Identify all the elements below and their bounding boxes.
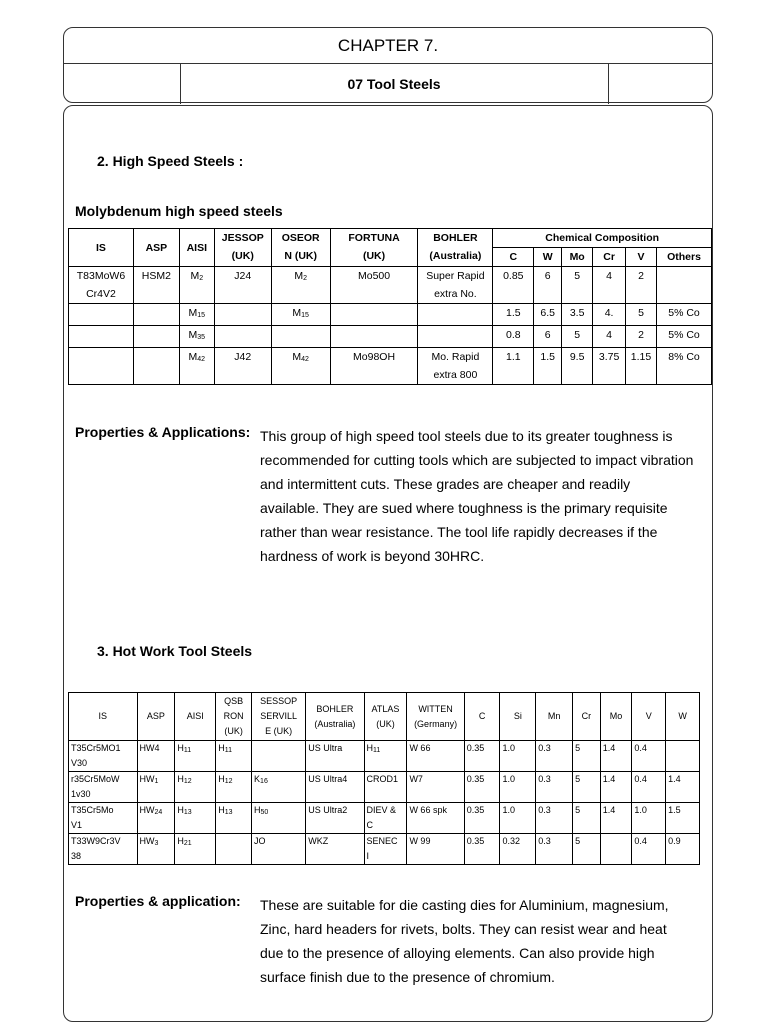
- cell-oseor: [271, 267, 330, 304]
- cell-fortuna: [330, 304, 418, 326]
- col-asp: ASP: [133, 229, 179, 267]
- col-mn: Mn: [536, 693, 573, 741]
- properties-line: due to the presence of alloying elements. Can also provide high: [260, 945, 655, 961]
- cell-bohler-line2: extra No.: [434, 288, 477, 300]
- cell-aisi: [179, 267, 214, 304]
- cell-oseor-text: M: [294, 270, 304, 282]
- cell-aisi-subscript: 2: [199, 275, 204, 282]
- col-oseor-line1: OSEOR: [281, 232, 320, 244]
- cell-atlas: [364, 741, 407, 772]
- cell-is: [69, 326, 134, 348]
- cell-oseor: [271, 304, 330, 326]
- properties-line: This group of high speed tool steels due to its greater toughness is: [260, 428, 673, 444]
- cell-atlas-line2: I: [366, 851, 370, 861]
- col-witten-line2: (Germany): [414, 718, 458, 729]
- section-heading-high-speed: 2. High Speed Steels :: [97, 153, 244, 169]
- cell-cr: 4: [593, 267, 626, 304]
- divider: [608, 64, 609, 104]
- cell-qsb: [216, 741, 252, 772]
- cell-is-line1: T83MoW6: [76, 270, 126, 282]
- cell-sessop: [252, 803, 306, 834]
- cell-c: 0.35: [464, 741, 500, 772]
- cell-asp-subscript: 24: [154, 809, 163, 816]
- col-cr: Cr: [573, 693, 601, 741]
- cell-asp-subscript: 1: [154, 778, 159, 785]
- cell-oseor-subscript: 42: [301, 356, 309, 363]
- cell-oseor-text: M: [292, 307, 302, 319]
- col-witten-line1: WITTEN: [418, 703, 453, 714]
- cell-atlas: CROD1: [364, 772, 407, 803]
- properties-line: hardness of work is beyond 30HRC.: [260, 548, 485, 564]
- cell-qsb: [216, 803, 252, 834]
- col-atlas: [364, 693, 407, 741]
- cell-is-line2: 38: [71, 851, 82, 861]
- cell-jessop: [214, 326, 271, 348]
- properties-application-section: [75, 893, 715, 993]
- cell-w: 6.5: [534, 304, 562, 326]
- col-jessop: [214, 229, 271, 267]
- chapter-title: CHAPTER 7.: [64, 28, 712, 64]
- cell-cr: 5: [573, 803, 601, 834]
- cell-v: 1.0: [632, 803, 666, 834]
- col-aisi: AISI: [175, 693, 216, 741]
- cell-v: 0.4: [632, 834, 666, 865]
- cell-w: 0.9: [666, 834, 700, 865]
- cell-aisi-subscript: 35: [197, 334, 206, 341]
- properties-line: recommended for cutting tools which are subjected to impact vibration: [260, 452, 694, 468]
- properties-label: Properties & Applications:: [75, 424, 251, 440]
- col-jessop-line2: (UK): [231, 250, 254, 262]
- properties-line: rather than wear resistance. The tool life rapidly decreases if the: [260, 524, 658, 540]
- cell-qsb-subscript: 13: [224, 809, 233, 816]
- cell-v: 2: [626, 326, 657, 348]
- cell-jessop: [214, 304, 271, 326]
- cell-qsb-text: H: [218, 743, 225, 753]
- col-atlas-line1: ATLAS: [371, 703, 400, 714]
- cell-aisi-subscript: 21: [183, 840, 192, 847]
- cell-mo: 5: [562, 267, 593, 304]
- cell-c: 0.35: [464, 803, 500, 834]
- col-qsb-line2: RON: [223, 711, 244, 721]
- cell-others: 5% Co: [657, 326, 712, 348]
- cell-w: 1.5: [534, 348, 562, 385]
- col-bohler-line1: BOHLER: [316, 703, 354, 714]
- col-sessop-line1: SESSOP: [260, 696, 298, 706]
- cell-aisi-text: M: [188, 329, 198, 341]
- cell-bohler: US Ultra: [306, 741, 364, 772]
- col-oseor: [271, 229, 330, 267]
- cell-mo: 3.5: [562, 304, 593, 326]
- cell-asp-text: HW: [139, 805, 155, 815]
- cell-c: 1.5: [493, 304, 534, 326]
- cell-si: 0.32: [500, 834, 536, 865]
- cell-sessop: JO: [252, 834, 306, 865]
- cell-aisi: [179, 348, 214, 385]
- cell-mn: 0.3: [536, 803, 573, 834]
- cell-cr: 5: [573, 741, 601, 772]
- cell-aisi-subscript: 15: [197, 312, 206, 319]
- col-qsb-line1: QSB: [224, 696, 244, 706]
- cell-si: 1.0: [500, 803, 536, 834]
- cell-bohler-line2: extra 800: [433, 369, 478, 381]
- properties-label: Properties & application:: [75, 893, 241, 909]
- cell-aisi-subscript: 42: [197, 356, 206, 363]
- cell-atlas: [364, 834, 407, 865]
- cell-c: 0.35: [464, 772, 500, 803]
- cell-cr: 5: [573, 772, 601, 803]
- cell-aisi-text: M: [188, 351, 198, 363]
- cell-atlas-text: H: [366, 743, 373, 753]
- table-row: [69, 772, 700, 803]
- cell-cr: 4: [593, 326, 626, 348]
- cell-bohler: US Ultra2: [306, 803, 364, 834]
- cell-asp: [133, 348, 179, 385]
- cell-mo: 1.4: [600, 803, 632, 834]
- col-asp: ASP: [137, 693, 175, 741]
- cell-v: 2: [626, 267, 657, 304]
- cell-is-line2: Cr4V2: [86, 288, 116, 300]
- hot-work-steels-table: [68, 692, 700, 865]
- cell-is-line2: V30: [71, 758, 88, 768]
- cell-qsb-subscript: 12: [224, 778, 233, 785]
- col-si: Si: [500, 693, 536, 741]
- col-sessop: [252, 693, 306, 741]
- cell-oseor-text: M: [292, 351, 302, 363]
- subheading-molybdenum: Molybdenum high speed steels: [75, 203, 283, 219]
- section-heading-hot-work: 3. Hot Work Tool Steels: [97, 643, 253, 659]
- cell-v: 1.15: [626, 348, 657, 385]
- cell-mo: 5: [562, 326, 593, 348]
- cell-atlas-line1: SENEC: [366, 836, 398, 846]
- cell-mo: 9.5: [562, 348, 593, 385]
- table-row: [69, 803, 700, 834]
- cell-is: [69, 803, 138, 834]
- cell-asp: HSM2: [133, 267, 179, 304]
- col-witten: [407, 693, 464, 741]
- col-mo: Mo: [562, 248, 593, 267]
- cell-qsb-subscript: 11: [224, 747, 233, 754]
- cell-others: [657, 267, 712, 304]
- table-row: [69, 741, 700, 772]
- cell-sessop: [252, 772, 306, 803]
- cell-oseor: [271, 326, 330, 348]
- cell-w: 6: [534, 326, 562, 348]
- cell-bohler-line1: Super Rapid: [426, 270, 485, 282]
- col-oseor-line2: N (UK): [284, 250, 317, 262]
- col-atlas-line2: (UK): [376, 718, 395, 729]
- cell-qsb: [216, 834, 252, 865]
- col-bohler-line2: (Australia): [314, 718, 356, 729]
- cell-aisi: [175, 741, 216, 772]
- cell-v: 5: [626, 304, 657, 326]
- cell-is: [69, 834, 138, 865]
- cell-sessop-text: K: [254, 774, 261, 784]
- chapter-subheader: [64, 64, 712, 104]
- cell-is-line1: T35Cr5Mo: [71, 805, 114, 815]
- cell-c: 1.1: [493, 348, 534, 385]
- cell-bohler: [418, 326, 493, 348]
- cell-mn: 0.3: [536, 772, 573, 803]
- cell-sessop-text: H: [254, 805, 261, 815]
- cell-w: 6: [534, 267, 562, 304]
- col-c: C: [464, 693, 500, 741]
- cell-aisi-text: H: [177, 743, 184, 753]
- cell-v: 0.4: [632, 772, 666, 803]
- table-row: [69, 304, 712, 326]
- cell-atlas-subscript: 11: [373, 747, 381, 754]
- cell-is: [69, 348, 134, 385]
- cell-asp: HW4: [137, 741, 175, 772]
- col-w: W: [534, 248, 562, 267]
- molybdenum-steels-table: [68, 228, 712, 385]
- col-fortuna-line1: FORTUNA: [348, 232, 400, 244]
- properties-applications-section: [75, 424, 715, 574]
- cell-mn: 0.3: [536, 741, 573, 772]
- cell-is-line1: T33W9Cr3V: [71, 836, 121, 846]
- properties-line: and intermittent cuts. These grades are cheaper and readily: [260, 476, 631, 492]
- cell-witten: W 66: [407, 741, 464, 772]
- col-chemical-composition: Chemical Composition: [493, 229, 712, 248]
- cell-aisi-text: H: [177, 836, 184, 846]
- cell-is-line2: 1v30: [71, 789, 91, 799]
- table-row: [69, 348, 712, 385]
- cell-is-line2: V1: [71, 820, 83, 830]
- cell-w: 1.4: [666, 772, 700, 803]
- col-is: IS: [69, 693, 138, 741]
- cell-mn: 0.3: [536, 834, 573, 865]
- cell-aisi-subscript: 12: [183, 778, 192, 785]
- table-row: [69, 326, 712, 348]
- table-row: [69, 834, 700, 865]
- cell-sessop: [252, 741, 306, 772]
- cell-is: [69, 741, 138, 772]
- cell-cr: 3.75: [593, 348, 626, 385]
- cell-sessop-subscript: 50: [260, 809, 269, 816]
- cell-v: 0.4: [632, 741, 666, 772]
- col-v: V: [632, 693, 666, 741]
- cell-qsb-text: H: [218, 805, 225, 815]
- col-c: C: [493, 248, 534, 267]
- cell-is: [69, 772, 138, 803]
- cell-asp-text: HW: [139, 774, 155, 784]
- col-is: IS: [69, 229, 134, 267]
- col-qsb-line3: (UK): [224, 726, 243, 736]
- cell-asp: [137, 772, 175, 803]
- col-qsb: [216, 693, 252, 741]
- col-cr: Cr: [593, 248, 626, 267]
- cell-aisi-text: M: [190, 270, 200, 282]
- properties-line: Zinc, hard headers for rivets, bolts. They can resist wear and heat: [260, 921, 667, 937]
- col-others: Others: [657, 248, 712, 267]
- cell-c: 0.85: [493, 267, 534, 304]
- cell-c: 0.8: [493, 326, 534, 348]
- cell-is: [69, 267, 134, 304]
- cell-asp: [133, 326, 179, 348]
- cell-asp: [137, 803, 175, 834]
- properties-line: These are suitable for die casting dies for Aluminium, magnesium,: [260, 897, 669, 913]
- cell-fortuna: Mo98OH: [330, 348, 418, 385]
- cell-bohler: [418, 267, 493, 304]
- cell-asp-subscript: 3: [154, 840, 159, 847]
- col-bohler: [306, 693, 364, 741]
- col-v: V: [626, 248, 657, 267]
- cell-si: 1.0: [500, 741, 536, 772]
- cell-c: 0.35: [464, 834, 500, 865]
- cell-oseor-subscript: 2: [303, 275, 307, 282]
- cell-witten: W 66 spk: [407, 803, 464, 834]
- cell-asp-text: HW: [139, 836, 155, 846]
- page-title: 07 Tool Steels: [347, 76, 441, 92]
- cell-mo: 1.4: [600, 772, 632, 803]
- cell-aisi-text: M: [188, 307, 198, 319]
- col-bohler: [418, 229, 493, 267]
- cell-is: [69, 304, 134, 326]
- cell-is-line1: r35Cr5MoW: [71, 774, 120, 784]
- col-jessop-line1: JESSOP: [221, 232, 264, 244]
- cell-bohler-line1: Mo. Rapid: [431, 351, 480, 363]
- cell-fortuna: [330, 326, 418, 348]
- cell-aisi-text: H: [177, 805, 184, 815]
- col-fortuna-line2: (UK): [362, 250, 386, 262]
- cell-aisi-subscript: 11: [183, 747, 192, 754]
- cell-aisi: [175, 772, 216, 803]
- table-header-row: [69, 229, 712, 248]
- cell-asp: [133, 304, 179, 326]
- col-sessop-line3: E (UK): [265, 726, 293, 736]
- properties-line: available. They are sued where toughness is the primary requisite: [260, 500, 668, 516]
- cell-bohler: WKZ: [306, 834, 364, 865]
- cell-bohler: [418, 348, 493, 385]
- cell-asp: [137, 834, 175, 865]
- cell-aisi: [179, 326, 214, 348]
- chapter-header: [63, 27, 713, 103]
- col-fortuna: [330, 229, 418, 267]
- col-aisi: AISI: [179, 229, 214, 267]
- cell-aisi: [175, 803, 216, 834]
- cell-oseor-subscript: 15: [301, 312, 309, 319]
- cell-sessop-subscript: 16: [260, 778, 268, 785]
- col-sessop-line2: SERVILL: [260, 711, 298, 721]
- table-row: [69, 267, 712, 304]
- cell-is-line1: T35Cr5MO1: [71, 743, 121, 753]
- cell-aisi: [179, 304, 214, 326]
- properties-line: surface finish due to the presence of chromium.: [260, 969, 555, 985]
- cell-jessop: J24: [214, 267, 271, 304]
- cell-atlas-line2: C: [366, 820, 373, 830]
- cell-mo: 1.4: [600, 741, 632, 772]
- cell-mo: [600, 834, 632, 865]
- cell-atlas-line1: DIEV &: [366, 805, 397, 815]
- properties-text: [260, 893, 715, 989]
- cell-w: [666, 741, 700, 772]
- cell-bohler: [418, 304, 493, 326]
- table-header-row: [69, 693, 700, 741]
- cell-qsb: [216, 772, 252, 803]
- cell-aisi-subscript: 13: [183, 809, 192, 816]
- cell-others: 8% Co: [657, 348, 712, 385]
- cell-w: 1.5: [666, 803, 700, 834]
- cell-cr: 4.: [593, 304, 626, 326]
- cell-atlas: [364, 803, 407, 834]
- cell-aisi: [175, 834, 216, 865]
- cell-others: 5% Co: [657, 304, 712, 326]
- cell-aisi-text: H: [177, 774, 184, 784]
- cell-bohler: US Ultra4: [306, 772, 364, 803]
- cell-jessop: J42: [214, 348, 271, 385]
- col-w: W: [666, 693, 700, 741]
- cell-witten: W 99: [407, 834, 464, 865]
- properties-text: [260, 424, 715, 568]
- cell-cr: 5: [573, 834, 601, 865]
- col-bohler-line1: BOHLER: [433, 232, 478, 244]
- cell-si: 1.0: [500, 772, 536, 803]
- cell-witten: W7: [407, 772, 464, 803]
- col-bohler-line2: (Australia): [429, 250, 482, 262]
- cell-qsb-text: H: [218, 774, 225, 784]
- cell-oseor: [271, 348, 330, 385]
- col-mo: Mo: [600, 693, 632, 741]
- cell-fortuna: Mo500: [330, 267, 418, 304]
